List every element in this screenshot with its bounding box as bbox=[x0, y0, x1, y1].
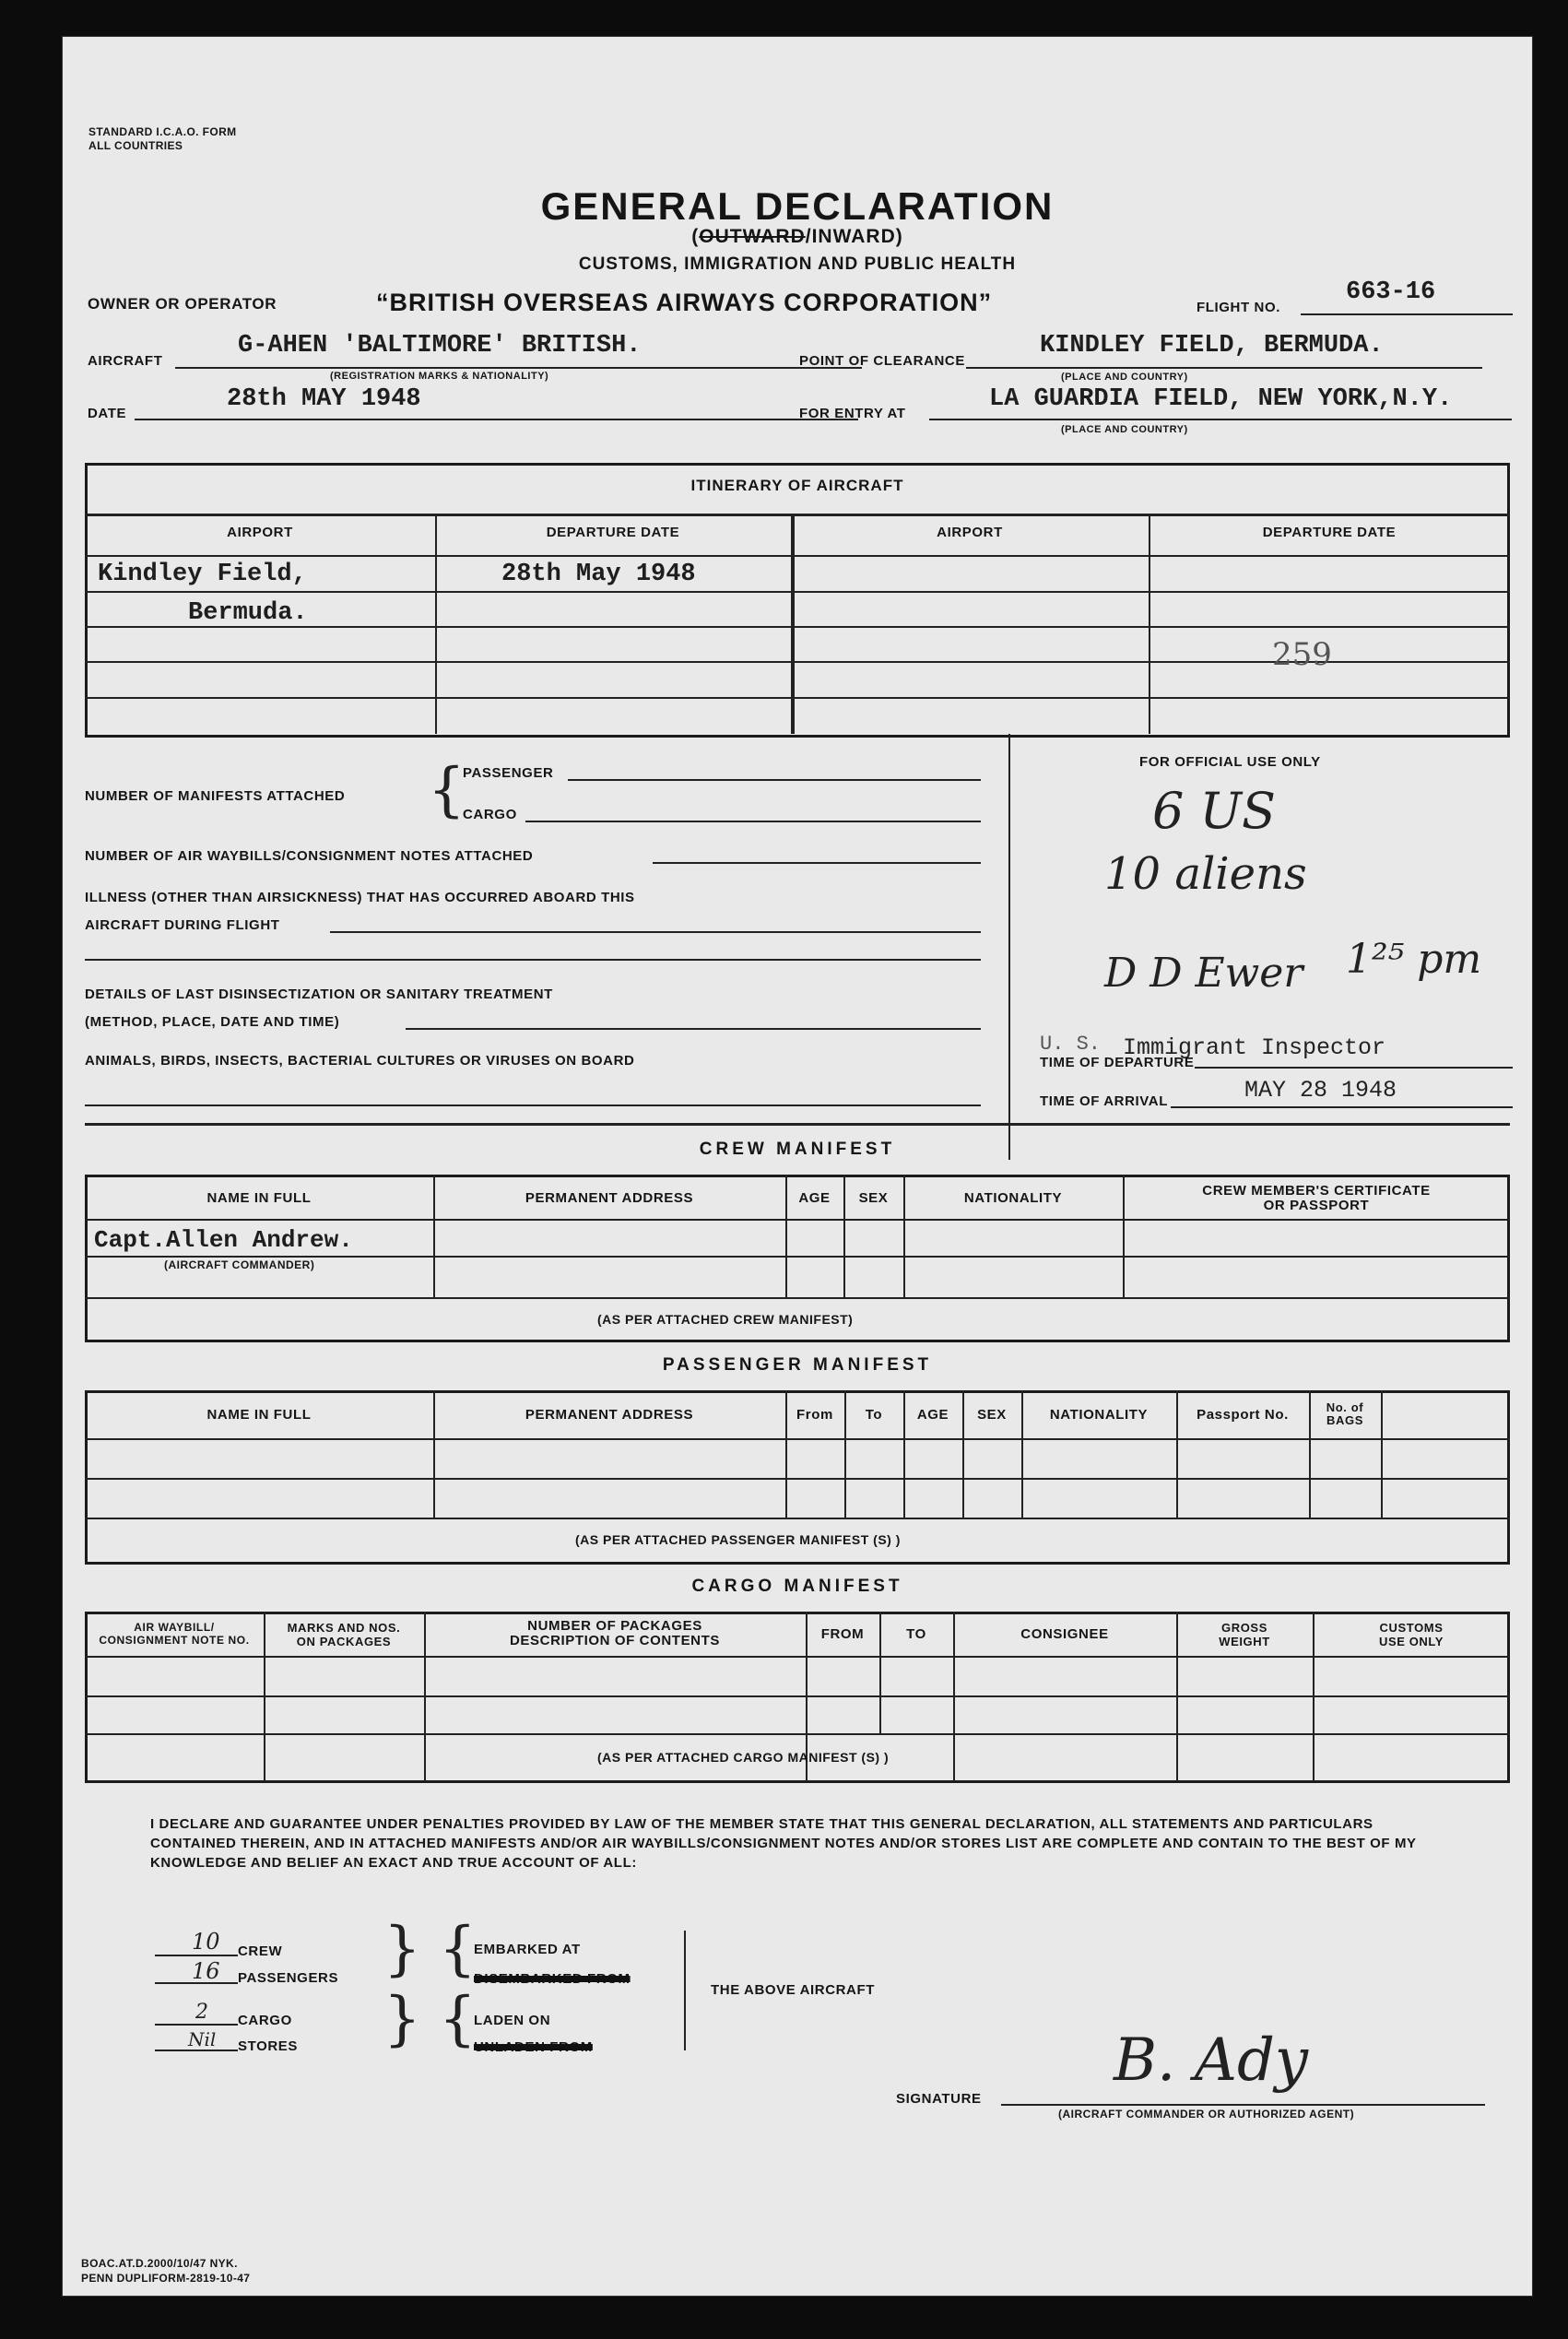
crew-col-cert bbox=[1123, 1184, 1510, 1213]
passenger-title: PASSENGER MANIFEST bbox=[662, 1355, 933, 1375]
stamp-us: U. S. bbox=[1040, 1033, 1102, 1056]
subtitle-inward: /INWARD) bbox=[805, 226, 903, 247]
decl-embarked: EMBARKED AT bbox=[474, 1942, 581, 1957]
crew-col-age: AGE bbox=[798, 1190, 831, 1206]
decl-passengers-label: PASSENGERS bbox=[238, 1970, 339, 1986]
illness-label1: ILLNESS (OTHER THAN AIRSICKNESS) THAT HAS OCCURRED ABOARD THIS bbox=[85, 890, 635, 905]
departure-time-label: TIME OF DEPARTURE bbox=[1040, 1055, 1195, 1070]
animals-label: ANIMALS, BIRDS, INSECTS, BACTERIAL CULTURES OR VIRUSES ON BOARD bbox=[85, 1053, 635, 1069]
passenger-col-nationality: NATIONALITY bbox=[1049, 1407, 1149, 1423]
crew-col-cert-line2: OR PASSPORT bbox=[1263, 1198, 1370, 1213]
cargo-col-consignee: CONSIGNEE bbox=[1020, 1626, 1109, 1642]
itinerary-col-airport: AIRPORT bbox=[227, 525, 293, 540]
form-subtitle2: CUSTOMS, IMMIGRATION AND PUBLIC HEALTH bbox=[578, 254, 1017, 274]
stamp-number: 259 bbox=[1272, 636, 1332, 673]
crew-title: CREW MANIFEST bbox=[699, 1140, 896, 1159]
passenger-col-sex: SEX bbox=[977, 1407, 1007, 1423]
cargo-col-from: FROM bbox=[820, 1626, 865, 1642]
official-title: FOR OFFICIAL USE ONLY bbox=[1139, 754, 1321, 770]
cargo-col-customs bbox=[1313, 1621, 1510, 1648]
disinsect-label2: (METHOD, PLACE, DATE AND TIME) bbox=[85, 1014, 340, 1030]
date-label: DATE bbox=[88, 406, 127, 421]
decl-brace-1: { bbox=[383, 1915, 421, 1983]
crew-col-sex: SEX bbox=[858, 1190, 889, 1206]
flight-value: 663-16 bbox=[1346, 278, 1436, 306]
signature-value: B. Ady bbox=[1114, 2026, 1309, 2095]
flight-label: FLIGHT NO. bbox=[1197, 300, 1280, 315]
decl-crew-label: CREW bbox=[238, 1943, 283, 1959]
official-note2: 10 aliens bbox=[1104, 848, 1307, 900]
declaration-text: I DECLARE AND GUARANTEE UNDER PENALTIES PROVIDED BY LAW OF THE MEMBER STATE THAT THIS GENERAL DECLARATION, ALL STATEMENTS AND PARTICULARS CONTAINED THEREIN, AND IN ATTACHED MANIFESTS AND/OR AIR WAYBILLS/CONSIGNMENT NOTES AND/OR STORES LIST ARE COMPLETE AND CONTAIN TO THE BEST OF MY KNOWLEDGE AND BELIEF AN EXACT AND TRUE ACCOUNT OF ALL: bbox=[150, 1816, 1417, 1871]
owner-label: OWNER OR OPERATOR bbox=[88, 295, 277, 313]
manifests-count-label: NUMBER OF MANIFESTS ATTACHED bbox=[85, 788, 346, 804]
cargo-title: CARGO MANIFEST bbox=[691, 1577, 903, 1596]
crew-row1-note: (AIRCRAFT COMMANDER) bbox=[164, 1258, 315, 1271]
itinerary-col-departure: DEPARTURE DATE bbox=[546, 525, 680, 540]
itinerary-row1-airport-line2: Bermuda. bbox=[188, 599, 308, 627]
form-title: GENERAL DECLARATION bbox=[540, 184, 1055, 228]
cargo-col-waybill-line1: AIR WAYBILL/ bbox=[134, 1621, 215, 1634]
cargo-col-gross-line1: GROSS bbox=[1221, 1621, 1267, 1635]
decl-brace-3: { bbox=[439, 1915, 477, 1983]
entry-value: LA GUARDIA FIELD, NEW YORK,N.Y. bbox=[989, 385, 1453, 413]
manifests-cargo-label: CARGO bbox=[463, 807, 517, 822]
official-note1: 6 US bbox=[1152, 782, 1277, 840]
crew-col-nationality: NATIONALITY bbox=[963, 1190, 1063, 1206]
itinerary-row1-airport: Kindley Field, bbox=[98, 561, 307, 588]
aircraft-value: G-AHEN 'BALTIMORE' BRITISH. bbox=[238, 332, 642, 360]
decl-stores-value: Nil bbox=[188, 2028, 217, 2050]
official-note3: D D Ewer bbox=[1104, 950, 1303, 997]
passenger-col-bags bbox=[1309, 1401, 1381, 1427]
cargo-col-waybill-line2: CONSIGNMENT NOTE NO. bbox=[99, 1634, 250, 1647]
passenger-col-address: PERMANENT ADDRESS bbox=[525, 1407, 694, 1423]
passenger-col-age: AGE bbox=[916, 1407, 949, 1423]
owner-value: “BRITISH OVERSEAS AIRWAYS CORPORATION” bbox=[376, 289, 993, 316]
waybills-label: NUMBER OF AIR WAYBILLS/CONSIGNMENT NOTES ATTACHED bbox=[85, 848, 534, 864]
passenger-col-bags-line2: BAGS bbox=[1326, 1413, 1363, 1427]
passenger-col-to: To bbox=[865, 1407, 883, 1423]
cargo-attached: (AS PER ATTACHED CARGO MANIFEST (S) ) bbox=[597, 1750, 890, 1765]
passenger-col-passport: Passport No. bbox=[1197, 1407, 1289, 1423]
cargo-col-gross bbox=[1176, 1621, 1313, 1648]
decl-cargo-value: 2 bbox=[195, 2001, 208, 2024]
subtitle-outward: OUTWARD bbox=[699, 226, 806, 247]
crew-attached: (AS PER ATTACHED CREW MANIFEST) bbox=[597, 1312, 854, 1327]
itinerary-row1-departure: 28th May 1948 bbox=[501, 561, 696, 588]
decl-unladen: UNLADEN FROM bbox=[474, 2039, 593, 2055]
cargo-col-marks-line1: MARKS AND NOS. bbox=[287, 1621, 401, 1635]
form-standard-line1: STANDARD I.C.A.O. FORM bbox=[88, 125, 237, 138]
decl-laden: LADEN ON bbox=[474, 2013, 551, 2028]
stamp-immigrant: Immigrant Inspector bbox=[1123, 1034, 1386, 1061]
cargo-col-packages bbox=[424, 1619, 806, 1648]
clearance-note: (PLACE AND COUNTRY) bbox=[1061, 372, 1188, 383]
crew-row1-name: Capt.Allen Andrew. bbox=[94, 1226, 353, 1254]
cargo-col-customs-line2: USE ONLY bbox=[1378, 1635, 1444, 1648]
decl-brace-4: { bbox=[439, 1985, 477, 2053]
manifests-brace: { bbox=[428, 756, 466, 824]
decl-brace-2: { bbox=[383, 1985, 421, 2053]
form-standard-line2: ALL COUNTRIES bbox=[88, 139, 183, 152]
entry-note: (PLACE AND COUNTRY) bbox=[1061, 424, 1188, 435]
passenger-col-from: From bbox=[796, 1407, 833, 1423]
aircraft-label: AIRCRAFT bbox=[88, 353, 163, 369]
decl-crew-value: 10 bbox=[192, 1929, 220, 1955]
entry-label: FOR ENTRY AT bbox=[799, 406, 906, 421]
signature-label: SIGNATURE bbox=[896, 2091, 982, 2107]
decl-cargo-label: CARGO bbox=[238, 2013, 292, 2028]
illness-label2: AIRCRAFT DURING FLIGHT bbox=[85, 917, 280, 933]
cargo-col-marks bbox=[264, 1621, 424, 1648]
itinerary-title: ITINERARY OF AIRCRAFT bbox=[690, 477, 904, 494]
itinerary-col-departure2: DEPARTURE DATE bbox=[1262, 525, 1397, 540]
decl-stores-label: STORES bbox=[238, 2038, 299, 2054]
crew-col-cert-line1: CREW MEMBER'S CERTIFICATE bbox=[1202, 1183, 1431, 1199]
signature-note: (AIRCRAFT COMMANDER OR AUTHORIZED AGENT) bbox=[1058, 2108, 1355, 2120]
cargo-col-to: TO bbox=[906, 1626, 926, 1642]
arrival-value: MAY 28 1948 bbox=[1244, 1077, 1397, 1104]
manifests-passenger-label: PASSENGER bbox=[463, 765, 554, 781]
declaration-form bbox=[63, 37, 1532, 2296]
subtitle-open: ( bbox=[691, 226, 700, 247]
decl-disembarked: DISEMBARKED FROM bbox=[474, 1971, 631, 1987]
arrival-time-label: TIME OF ARRIVAL bbox=[1040, 1093, 1168, 1109]
cargo-col-packages-line2: DESCRIPTION OF CONTENTS bbox=[510, 1633, 720, 1648]
decl-passengers-value: 16 bbox=[192, 1958, 220, 1984]
cargo-col-gross-line2: WEIGHT bbox=[1219, 1635, 1270, 1648]
aircraft-note: (REGISTRATION MARKS & NATIONALITY) bbox=[330, 371, 549, 382]
cargo-col-marks-line2: ON PACKAGES bbox=[296, 1635, 392, 1648]
passenger-col-bags-line1: No. of bbox=[1326, 1400, 1364, 1414]
cargo-col-customs-line1: CUSTOMS bbox=[1379, 1621, 1444, 1635]
crew-col-address: PERMANENT ADDRESS bbox=[525, 1190, 694, 1206]
clearance-label: POINT OF CLEARANCE bbox=[799, 353, 965, 369]
passenger-col-name: NAME IN FULL bbox=[206, 1407, 312, 1423]
crew-col-name: NAME IN FULL bbox=[206, 1190, 312, 1206]
disinsect-label1: DETAILS OF LAST DISINSECTIZATION OR SANITARY TREATMENT bbox=[85, 986, 553, 1002]
cargo-col-packages-line1: NUMBER OF PACKAGES bbox=[527, 1618, 702, 1634]
itinerary-col-airport2: AIRPORT bbox=[937, 525, 1003, 540]
clearance-value: KINDLEY FIELD, BERMUDA. bbox=[1040, 332, 1384, 360]
footer-line1: BOAC.AT.D.2000/10/47 NYK. bbox=[81, 2257, 238, 2270]
date-value: 28th MAY 1948 bbox=[227, 385, 421, 413]
official-note4: 1²⁵ pm bbox=[1346, 936, 1482, 983]
cargo-col-waybill bbox=[85, 1621, 264, 1647]
footer-line2: PENN DUPLIFORM-2819-10-47 bbox=[81, 2272, 251, 2285]
passenger-attached: (AS PER ATTACHED PASSENGER MANIFEST (S) ) bbox=[575, 1532, 901, 1547]
form-subtitle bbox=[63, 226, 1532, 248]
decl-above: THE ABOVE AIRCRAFT bbox=[711, 1982, 876, 1998]
